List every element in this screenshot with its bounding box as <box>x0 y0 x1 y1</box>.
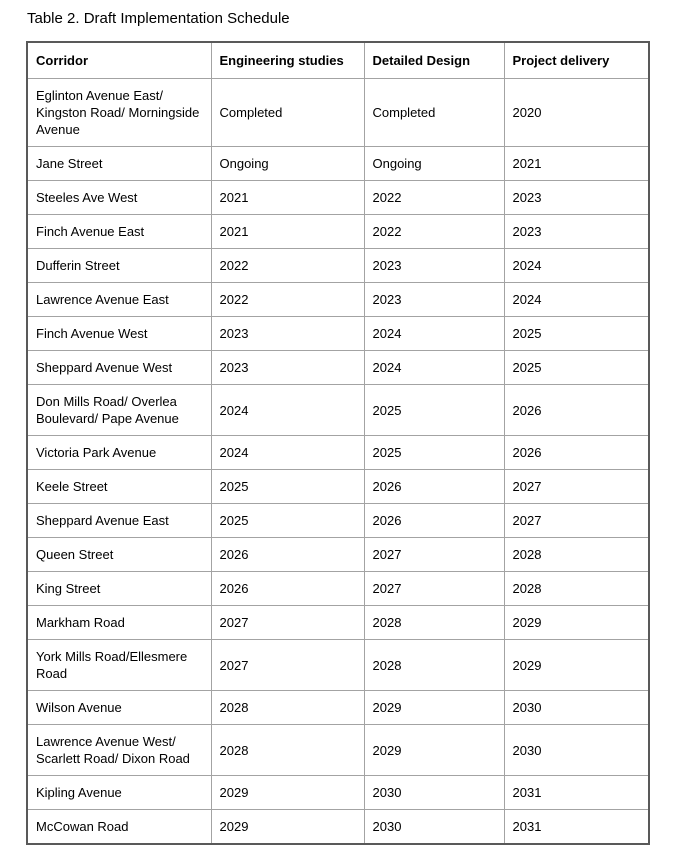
schedule-cell: 2023 <box>504 215 649 249</box>
schedule-cell: 2028 <box>211 725 364 776</box>
schedule-cell: 2027 <box>504 470 649 504</box>
table-row <box>27 776 649 810</box>
corridor-cell: Keele Street <box>27 470 211 504</box>
corridor-cell: Steeles Ave West <box>27 181 211 215</box>
schedule-cell: 2025 <box>211 504 364 538</box>
corridor-cell: Finch Avenue West <box>27 317 211 351</box>
schedule-cell: 2023 <box>364 283 504 317</box>
corridor-cell: Queen Street <box>27 538 211 572</box>
corridor-cell: Sheppard Avenue West <box>27 351 211 385</box>
schedule-cell: Completed <box>211 79 364 147</box>
schedule-cell: 2028 <box>504 572 649 606</box>
column-header: Detailed Design <box>364 42 504 79</box>
table-row <box>27 385 649 436</box>
schedule-cell: 2025 <box>504 351 649 385</box>
table-row <box>27 572 649 606</box>
schedule-cell: 2025 <box>504 317 649 351</box>
schedule-cell: 2021 <box>211 181 364 215</box>
corridor-cell: Victoria Park Avenue <box>27 436 211 470</box>
schedule-cell: Ongoing <box>364 147 504 181</box>
schedule-cell: 2029 <box>504 606 649 640</box>
schedule-cell: 2024 <box>504 249 649 283</box>
schedule-cell: 2027 <box>211 640 364 691</box>
schedule-cell: 2024 <box>504 283 649 317</box>
schedule-cell: 2026 <box>364 504 504 538</box>
schedule-cell: 2024 <box>364 351 504 385</box>
schedule-cell: 2028 <box>504 538 649 572</box>
schedule-cell: 2022 <box>211 249 364 283</box>
schedule-cell: 2028 <box>364 606 504 640</box>
schedule-cell: 2028 <box>211 691 364 725</box>
corridor-cell: Dufferin Street <box>27 249 211 283</box>
schedule-cell: 2021 <box>504 147 649 181</box>
table-row <box>27 691 649 725</box>
corridor-cell: Eglinton Avenue East/ Kingston Road/ Morningside Avenue <box>27 79 211 147</box>
schedule-cell: 2029 <box>211 776 364 810</box>
corridor-cell: King Street <box>27 572 211 606</box>
table-row <box>27 283 649 317</box>
schedule-cell: 2027 <box>211 606 364 640</box>
corridor-cell: Lawrence Avenue East <box>27 283 211 317</box>
schedule-cell: 2026 <box>211 572 364 606</box>
table-row <box>27 79 649 147</box>
table-row <box>27 147 649 181</box>
schedule-cell: 2023 <box>211 317 364 351</box>
table-row <box>27 810 649 845</box>
schedule-cell: 2030 <box>504 725 649 776</box>
schedule-cell: 2020 <box>504 79 649 147</box>
schedule-cell: 2025 <box>364 385 504 436</box>
schedule-cell: 2030 <box>364 776 504 810</box>
table-row <box>27 470 649 504</box>
corridor-cell: Kipling Avenue <box>27 776 211 810</box>
schedule-cell: 2027 <box>364 538 504 572</box>
header-row <box>27 42 649 79</box>
schedule-cell: 2021 <box>211 215 364 249</box>
corridor-cell: Wilson Avenue <box>27 691 211 725</box>
schedule-cell: 2026 <box>504 436 649 470</box>
schedule-cell: 2030 <box>504 691 649 725</box>
table-row <box>27 215 649 249</box>
schedule-cell: 2027 <box>364 572 504 606</box>
schedule-cell: Completed <box>364 79 504 147</box>
corridor-cell: Jane Street <box>27 147 211 181</box>
implementation-schedule-table <box>26 41 650 845</box>
table-row <box>27 606 649 640</box>
schedule-cell: 2024 <box>211 436 364 470</box>
schedule-cell: 2024 <box>211 385 364 436</box>
schedule-cell: 2025 <box>211 470 364 504</box>
corridor-cell: Finch Avenue East <box>27 215 211 249</box>
schedule-cell: 2022 <box>211 283 364 317</box>
table-row <box>27 725 649 776</box>
table-body <box>27 79 649 845</box>
table-row <box>27 436 649 470</box>
schedule-cell: 2031 <box>504 776 649 810</box>
table-row <box>27 538 649 572</box>
schedule-cell: Ongoing <box>211 147 364 181</box>
corridor-cell: Don Mills Road/ Overlea Boulevard/ Pape Avenue <box>27 385 211 436</box>
schedule-cell: 2029 <box>364 691 504 725</box>
column-header: Project delivery <box>504 42 649 79</box>
schedule-cell: 2029 <box>504 640 649 691</box>
table-row <box>27 249 649 283</box>
schedule-cell: 2023 <box>364 249 504 283</box>
column-header: Corridor <box>27 42 211 79</box>
schedule-cell: 2029 <box>211 810 364 845</box>
table-row <box>27 181 649 215</box>
corridor-cell: Markham Road <box>27 606 211 640</box>
table-row <box>27 640 649 691</box>
corridor-cell: Sheppard Avenue East <box>27 504 211 538</box>
schedule-cell: 2026 <box>504 385 649 436</box>
schedule-cell: 2023 <box>211 351 364 385</box>
schedule-cell: 2029 <box>364 725 504 776</box>
schedule-cell: 2030 <box>364 810 504 845</box>
corridor-cell: Lawrence Avenue West/ Scarlett Road/ Dixon Road <box>27 725 211 776</box>
schedule-cell: 2027 <box>504 504 649 538</box>
schedule-cell: 2023 <box>504 181 649 215</box>
schedule-cell: 2022 <box>364 181 504 215</box>
table-row <box>27 504 649 538</box>
schedule-cell: 2026 <box>211 538 364 572</box>
corridor-cell: York Mills Road/Ellesmere Road <box>27 640 211 691</box>
column-header: Engineering studies <box>211 42 364 79</box>
table-caption: Table 2. Draft Implementation Schedule <box>27 10 290 27</box>
schedule-cell: 2026 <box>364 470 504 504</box>
schedule-cell: 2028 <box>364 640 504 691</box>
schedule-cell: 2024 <box>364 317 504 351</box>
schedule-cell: 2022 <box>364 215 504 249</box>
schedule-cell: 2031 <box>504 810 649 845</box>
table-row <box>27 351 649 385</box>
corridor-cell: McCowan Road <box>27 810 211 845</box>
schedule-cell: 2025 <box>364 436 504 470</box>
table-row <box>27 317 649 351</box>
